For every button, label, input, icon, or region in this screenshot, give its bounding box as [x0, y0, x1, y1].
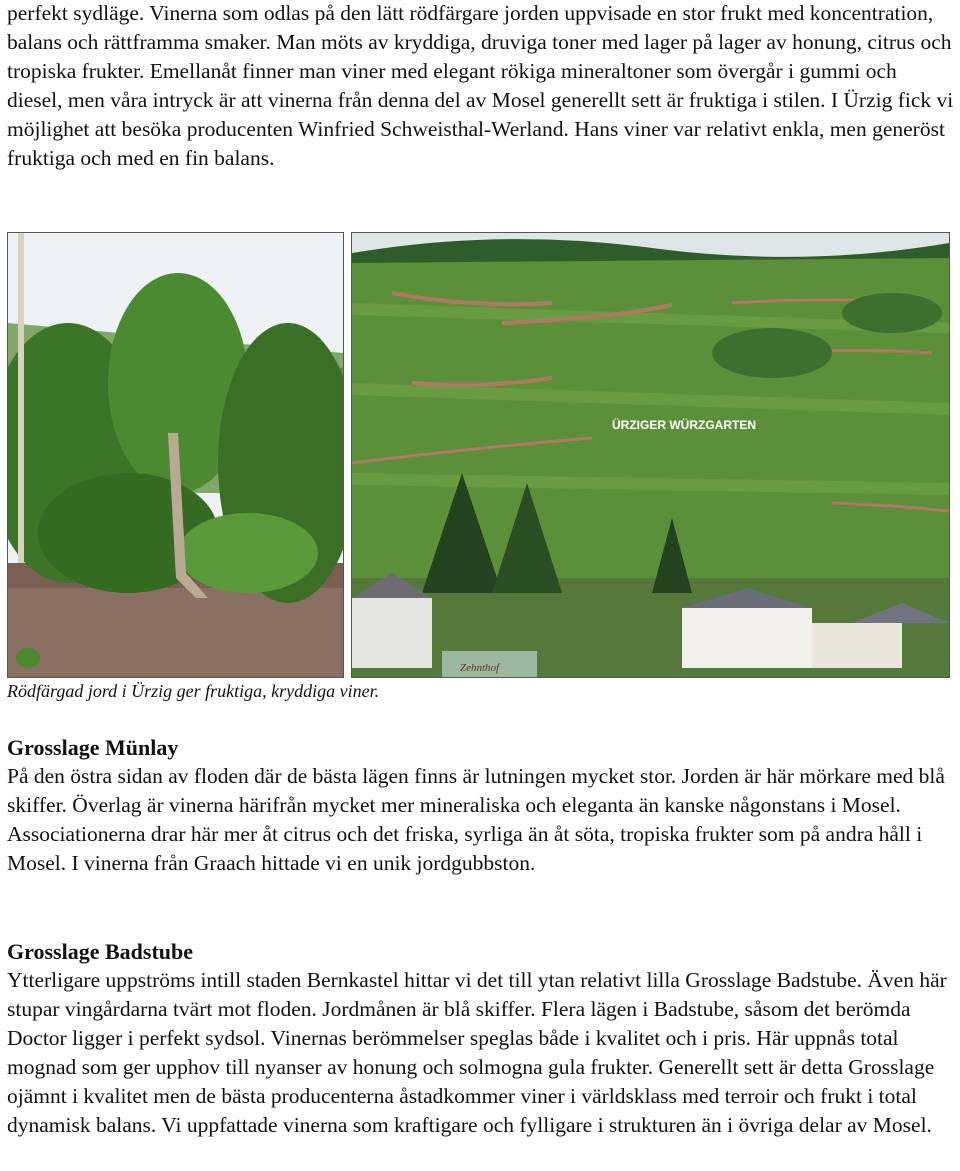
wurzgarten-photo-illustration — [352, 233, 949, 677]
section-heading-badstube: Grosslage Badstube — [7, 939, 194, 964]
wurzgarten-photo — [351, 232, 950, 678]
intro-paragraph: perfekt sydläge. Vinerna som odlas på den lätt rödfärgare jorden uppvisade en stor frukt med koncentration, balans och rättframma smaker. Man möts av kryddiga, druviga toner med lager på lager av honung, citrus och tropiska frukter. Emellanåt finner man viner med elegant rökiga mineraltoner som övergår i gummi och diesel, men våra intryck är att vinerna från denna del av Mosel generellt sett är fruktiga i stilen. I Ürzig fick vi möjlighet att besöka producenten Winfried Schweisthal-Werland. Hans viner var relativt enkla, men generöst fruktiga och med en fin balans. — [7, 1, 954, 170]
vine-photo-illustration — [8, 233, 343, 677]
shop-sign-text: Zehnthof — [460, 662, 500, 674]
vineyard-sign-text: ÜRZIGER WÜRZGARTEN — [612, 418, 756, 432]
section-heading-munlay: Grosslage Münlay — [7, 735, 179, 760]
vine-photo — [7, 232, 344, 678]
section-body-badstube: Ytterligare uppströms intill staden Bernkastel hittar vi det till ytan relativt lilla Grosslage Badstube. Även här stupar vingårdarna tvärt mot floden. Jordmånen är blå skiffer. Flera lägen i Badstube, såsom det berömda Doctor ligger i perfekt sydsol. Vinernas berömmelser speglas både i kvalitet och i pris. Här uppnås total mognad som ger upphov till nyanser av honung och solmogna gula frukter. Generellt sett är detta Grosslage ojämnt i kvalitet men de bästa producenterna åstadkommer viner i världsklass med terroir och frukt i total dynamisk balans. Vi uppfattade vinerna som kraftigare och fylligare i strukturen än i övriga delar av Mosel. — [7, 968, 947, 1137]
photo-caption: Rödfärgad jord i Ürzig ger fruktiga, kryddiga viner. — [7, 681, 380, 701]
section-body-munlay: På den östra sidan av floden där de bästa lägen finns är lutningen mycket stor. Jorden är här mörkare med blå skiffer. Överlag är vinerna härifrån mycket mer mineraliska och eleganta än kanske någonstans i Mosel. Associationerna drar här mer åt citrus och det friska, syrliga än åt söta, tropiska frukter som på andra håll i Mosel. I vinerna från Graach hittade vi en unik jordgubbston. — [7, 764, 945, 875]
